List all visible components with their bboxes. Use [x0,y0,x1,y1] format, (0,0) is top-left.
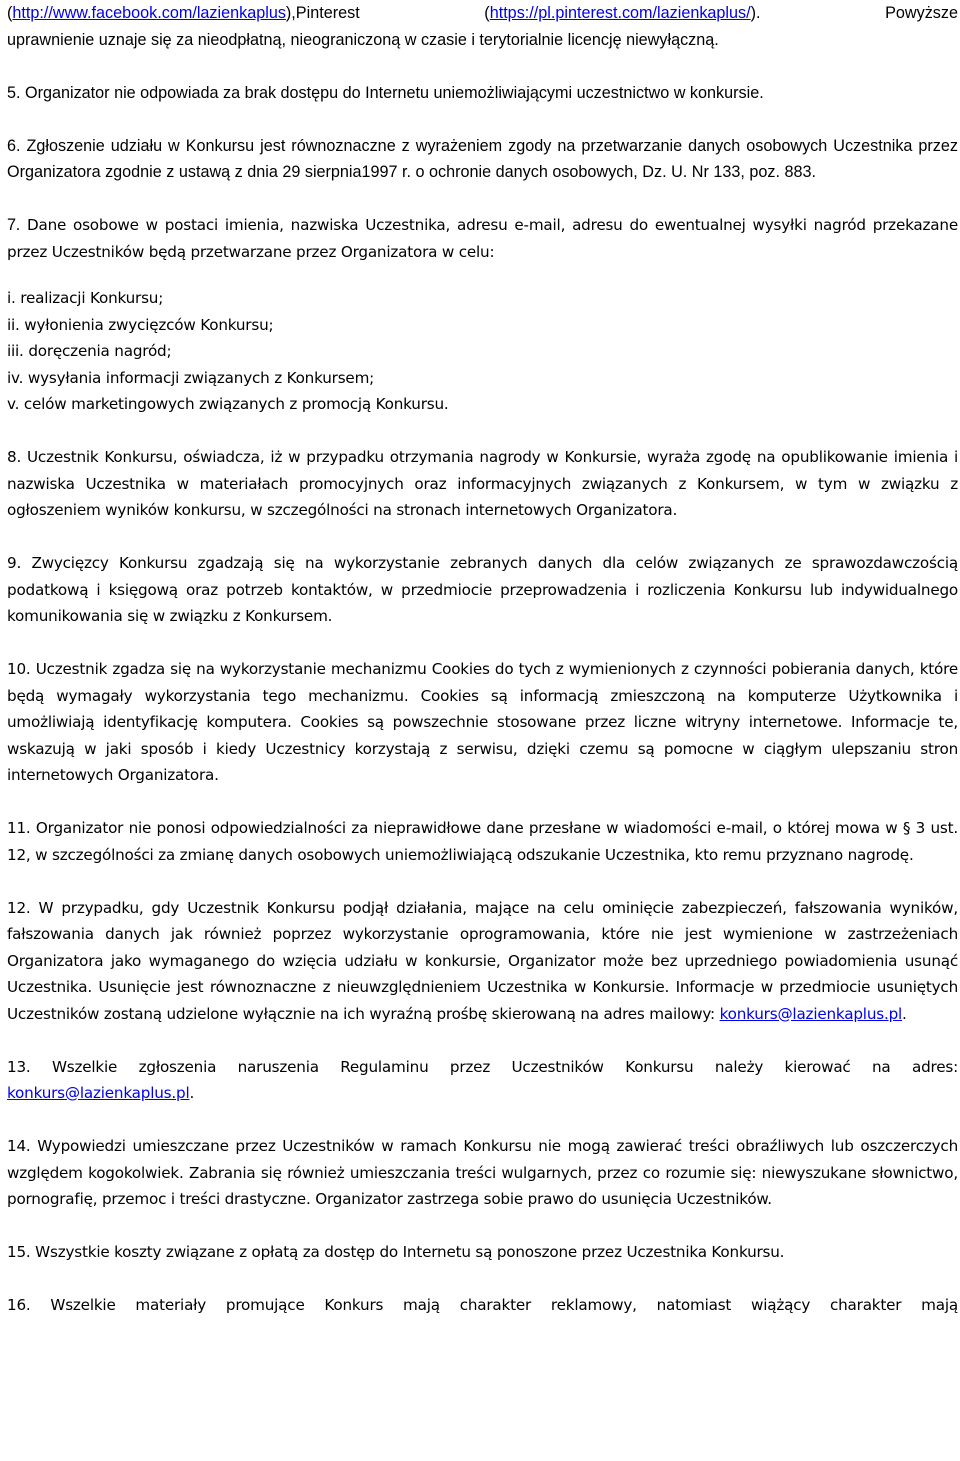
paragraph-10: 10. Uczestnik zgadza się na wykorzystanie mechanizmu Cookies do tych z wymienionych z czynności pobierania danych, które będą wymagały wykorzystania tego mechanizmu. Cookies są informacją zmieszczoną na komputerze Użytkownika i umożliwiają identyfikację komputera. Cookies są powszechnie stosowane przez liczne witryny internetowe. Informacje te, wskazują w jaki sposób i kiedy Uczestnicy korzystają z serwisu, dzięki czemu są pomocne w ciągłym ulepszaniu stron internetowych Organizatora. [7,660,958,784]
spacer [7,524,958,551]
paragraph-12 [7,895,958,1028]
paragraph-4-line-1 [7,0,958,27]
close-paren: ). [750,4,761,22]
spacer [7,106,958,133]
paragraph-7 [7,212,958,265]
spacer [7,868,958,895]
period: . [189,1084,195,1102]
pinterest-label: ),Pinterest [285,4,360,22]
paragraph-4-line-2: uprawnienie uznaje się za nieodpłatną, nieograniczoną w czasie i terytorialnie licencję niewyłączną. [7,30,719,49]
facebook-link[interactable]: http://www.facebook.com/lazienkaplus [12,4,286,22]
paragraph-16: 16. Wszelkie materiały promujące Konkurs mają charakter reklamowy, natomiast wiążący charakter mają [7,1296,958,1314]
spacer [7,630,958,657]
paragraph-5: 5. Organizator nie odpowiada za brak dostępu do Internetu uniemożliwiającymi uczestnictwo w konkursie. [7,83,764,102]
paragraph-8: 8. Uczestnik Konkursu, oświadcza, iż w przypadku otrzymania nagrody w Konkursie, wyraża zgodę na opublikowanie imienia i nazwiska Uczestnika w materiałach promocyjnych oraz informacyjnych związanych z Konkursem, w tym w związku z ogłoszeniem wyników konkursu, w szczególności na stronach internetowych Organizatora. [7,448,958,519]
list-item: ii. wyłonienia zwycięzców Konkursu; [7,315,274,334]
spacer [7,1266,958,1293]
paragraph-13 [7,1054,958,1107]
email-link[interactable]: konkurs@lazienkaplus.pl [7,1084,190,1102]
social-links-group [7,0,360,27]
paragraph-6: 6. Zgłoszenie udziału w Konkursu jest równoznaczne z wyrażeniem zgody na przetwarzanie danych osobowych Uczestnika przez Organizatora zgodnie z ustawą z dnia 29 sierpnia1997 r. o ochronie danych osobowych, Dz. U. Nr 133, poz. 883. [7,136,958,181]
pinterest-link[interactable]: https://pl.pinterest.com/lazienkaplus/ [489,4,751,22]
pinterest-link-group [484,0,760,27]
period: . [902,1004,907,1023]
open-paren: ( [7,4,13,22]
spacer [7,418,958,445]
open-paren-2: ( [484,4,490,22]
list-item: iv. wysyłania informacji związanych z Konkursem; [7,368,375,387]
paragraph-13-text: 13. Wszelkie zgłoszenia naruszenia Regulaminu przez Uczestników Konkursu należy kierować na adres: [7,1057,958,1076]
purposes-list [7,285,958,418]
paragraph-7-number: 7. [7,216,21,234]
paragraph-14: 14. Wypowiedzi umieszczane przez Uczestników w ramach Konkursu nie mogą zawierać treści obraźliwych lub oszczerczych względem kogokolwiek. Zabrania się również umieszczania treści wulgarnych, przez co rozumie się: niewyszukane słownictwo, pornografię, przemoc i treści drastyczne. Organizator zastrzega sobie prawo do usunięcia Uczestników. [7,1137,958,1208]
list-item: iii. doręczenia nagród; [7,342,172,360]
spacer [7,53,958,80]
spacer [7,789,958,816]
paragraph-4 [7,0,958,53]
spacer [7,265,958,285]
list-item: v. celów marketingowych związanych z promocją Konkursu. [7,395,449,413]
paragraph-4-tail: Powyższe [885,4,958,22]
list-item: i. realizacji Konkursu; [7,289,164,307]
spacer [7,1213,958,1240]
spacer [7,1027,958,1054]
paragraph-9: 9. Zwycięzcy Konkursu zgadzają się na wykorzystanie zebranych danych dla celów związanych ze sprawozdawczością podatkową i księgową oraz potrzeb kontaktów, w przedmiocie przeprowadzenia i rozliczenia Konkursu lub indywidualnego komunikowania się w związku z Konkursem. [7,554,958,625]
paragraph-7-text: Dane osobowe w postaci imienia, nazwiska Uczestnika, adresu e-mail, adresu do ewentualnej wysyłki nagród przekazane przez Uczestników będą przetwarzane przez Organizatora w celu: [7,216,958,261]
email-link[interactable]: konkurs@lazienkaplus.pl [719,1004,903,1023]
spacer [7,1107,958,1134]
document-page [7,0,958,1319]
spacer [7,186,958,213]
paragraph-11: 11. Organizator nie ponosi odpowiedzialności za nieprawidłowe dane przesłane w wiadomości e-mail, o której mowa w § 3 ust. 12, w szczególności za zmianę danych osobowych uniemożliwiającą odszukanie Uczestnika, kto remu przyznano nagrodę. [7,819,958,864]
paragraph-15: 15. Wszystkie koszty związane z opłatą za dostęp do Internetu są ponoszone przez Uczestnika Konkursu. [7,1243,785,1261]
paragraph-12-text: 12. W przypadku, gdy Uczestnik Konkursu podjął działania, mające na celu ominięcie zabezpieczeń, fałszowania wyników, fałszowania danych jak również poprzez wykorzystanie oprogramowania, które nie jest wymienione w zastrzeżeniach Organizatora jako wymaganego do wzięcia udziału w konkursie, Organizator może bez uprzedniego powiadomienia usunąć Uczestnika. Usunięcie jest równoznaczne z nieuwzględnieniem Uczestnika w Konkursie. Informacje w przedmiocie usuniętych Uczestników zostaną udzielone wyłącznie na ich wyraźną prośbę skierowaną na adres mailowy: [7,898,958,1023]
